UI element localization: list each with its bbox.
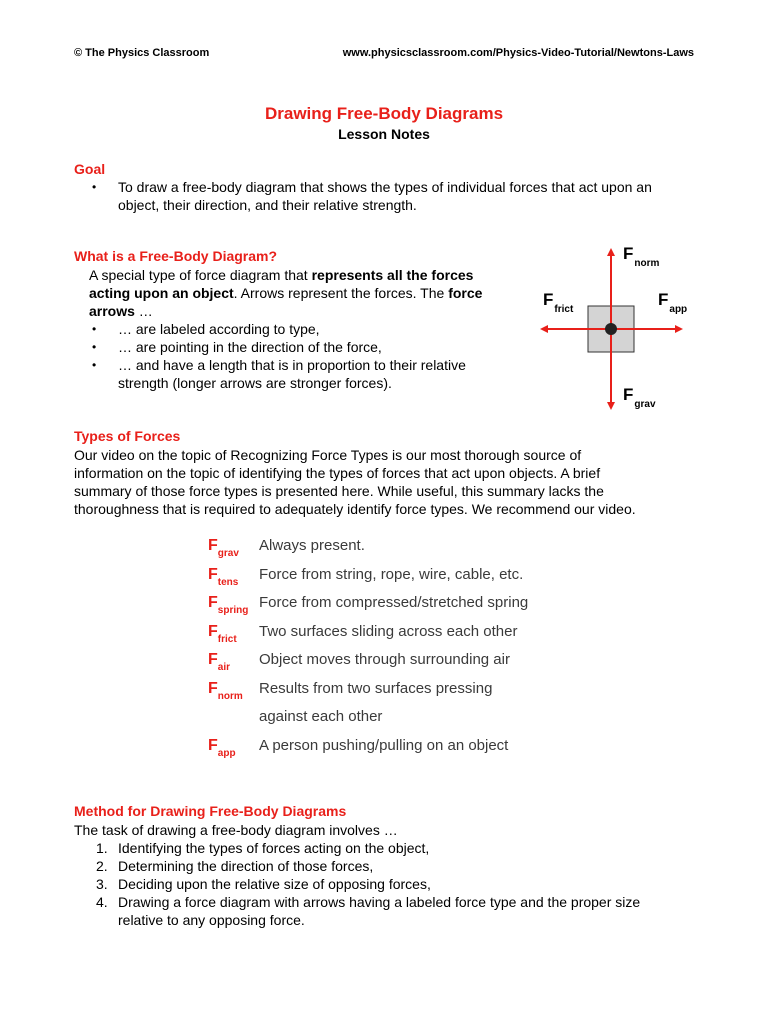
intro-bold-b: acting upon an object xyxy=(89,285,234,301)
label-fapp xyxy=(658,290,687,315)
types-heading: Types of Forces xyxy=(74,428,181,444)
types-line: thoroughness that is required to adequately identify force types. We recommend our video. xyxy=(74,501,636,517)
step-number: 4. xyxy=(96,894,108,910)
step-text-cont: relative to any opposing force. xyxy=(118,912,305,928)
label-ffrict-f: F xyxy=(543,290,554,309)
step-text: Determining the direction of those forces, xyxy=(118,858,374,874)
label-ffrict-sub: frict xyxy=(554,304,574,315)
what-is-bullet: • … are labeled according to type, xyxy=(118,320,538,338)
copyright-text: © The Physics Classroom xyxy=(74,47,210,59)
force-description: Force from string, rope, wire, cable, etc. xyxy=(259,566,524,583)
force-description: Force from compressed/stretched spring xyxy=(259,594,529,611)
step-number: 1. xyxy=(96,840,108,856)
method-step xyxy=(96,857,718,875)
page-title: Drawing Free-Body Diagrams xyxy=(264,104,504,123)
goal-list xyxy=(118,178,708,214)
bullet-3-line-1: … and have a length that is in proportion to their relative xyxy=(118,357,466,373)
method-intro: The task of drawing a free-body diagram involves … xyxy=(74,822,398,838)
force-symbol: $F_{norm}$ xyxy=(208,680,243,702)
force-symbol: $F_{app}$ xyxy=(208,737,236,759)
step-text: Deciding upon the relative size of opposing forces, xyxy=(118,876,431,892)
intro-text-c: … xyxy=(134,303,153,319)
label-fnorm xyxy=(623,244,659,269)
intro-text-a: A special type of force diagram that xyxy=(89,267,312,283)
method-step xyxy=(96,893,718,929)
force-symbol: $F_{spring}$ xyxy=(208,594,249,616)
label-fnorm-f: F xyxy=(623,244,634,263)
intro-bold-c: force xyxy=(448,285,483,301)
goal-line-1: To draw a free-body diagram that shows the types of individual forces that act upon an xyxy=(118,179,652,195)
force-description: Always present. xyxy=(259,537,365,554)
label-fgrav-sub: grav xyxy=(634,399,656,410)
types-line: Our video on the topic of Recognizing Force Types is our most thorough source of xyxy=(74,447,582,463)
types-line: summary of those force types is presented here. While useful, this summary lacks the xyxy=(74,483,604,499)
label-fapp-sub: app xyxy=(669,304,688,315)
label-fgrav-f: F xyxy=(623,385,634,404)
page-subtitle: Lesson Notes xyxy=(338,126,430,142)
intro-text-b: . Arrows represent the forces. The xyxy=(233,285,449,301)
label-fgrav xyxy=(623,385,656,410)
method-step xyxy=(96,875,718,893)
source-url[interactable]: www.physicsclassroom.com/Physics-Video-Tutorial/Newtons-Laws xyxy=(342,47,694,59)
force-symbol: $F_{air}$ xyxy=(208,651,231,673)
what-is-intro xyxy=(89,266,529,320)
goal-line-2: object, their direction, and their relative strength. xyxy=(118,197,417,213)
force-description: Two surfaces sliding across each other xyxy=(259,623,518,640)
center-dot xyxy=(605,323,617,335)
what-is-heading: What is a Free-Body Diagram? xyxy=(74,248,278,264)
force-symbol: $F_{frict}$ xyxy=(208,623,237,645)
types-line: information on the topic of identifying the types of forces that act upon objects. A brief xyxy=(74,465,601,481)
label-fnorm-sub: norm xyxy=(634,258,660,269)
step-text: Drawing a force diagram with arrows having a labeled force type and the proper size xyxy=(118,894,641,910)
force-symbol: $F_{grav}$ xyxy=(208,537,239,559)
types-paragraph xyxy=(74,446,704,518)
step-number: 3. xyxy=(96,876,108,892)
force-description: Results from two surfaces pressing xyxy=(259,680,493,697)
force-symbol: $F_{tens}$ xyxy=(208,566,239,588)
step-text: Identifying the types of forces acting on the object, xyxy=(118,840,430,856)
what-is-bullet: • … are pointing in the direction of the force, xyxy=(118,338,538,356)
diagram-graphic xyxy=(530,240,710,420)
force-description: Object moves through surrounding air xyxy=(259,651,510,668)
bullet-3-line-2: strength (longer arrows are stronger forces). xyxy=(118,375,392,391)
label-fapp-f: F xyxy=(658,290,669,309)
goal-heading: Goal xyxy=(74,161,106,177)
goal-bullet xyxy=(118,178,708,214)
what-is-bullet xyxy=(118,356,538,392)
label-ffrict xyxy=(543,290,573,315)
method-step xyxy=(96,839,718,857)
what-is-list xyxy=(118,320,538,392)
force-description-cont: against each other xyxy=(259,708,383,725)
intro-bold-a: represents all the forces xyxy=(311,267,474,283)
method-steps xyxy=(96,839,718,929)
method-heading: Method for Drawing Free-Body Diagrams xyxy=(74,803,347,819)
step-number: 2. xyxy=(96,858,108,874)
force-description: A person pushing/pulling on an object xyxy=(259,737,509,754)
intro-bold-d: arrows xyxy=(89,303,135,319)
